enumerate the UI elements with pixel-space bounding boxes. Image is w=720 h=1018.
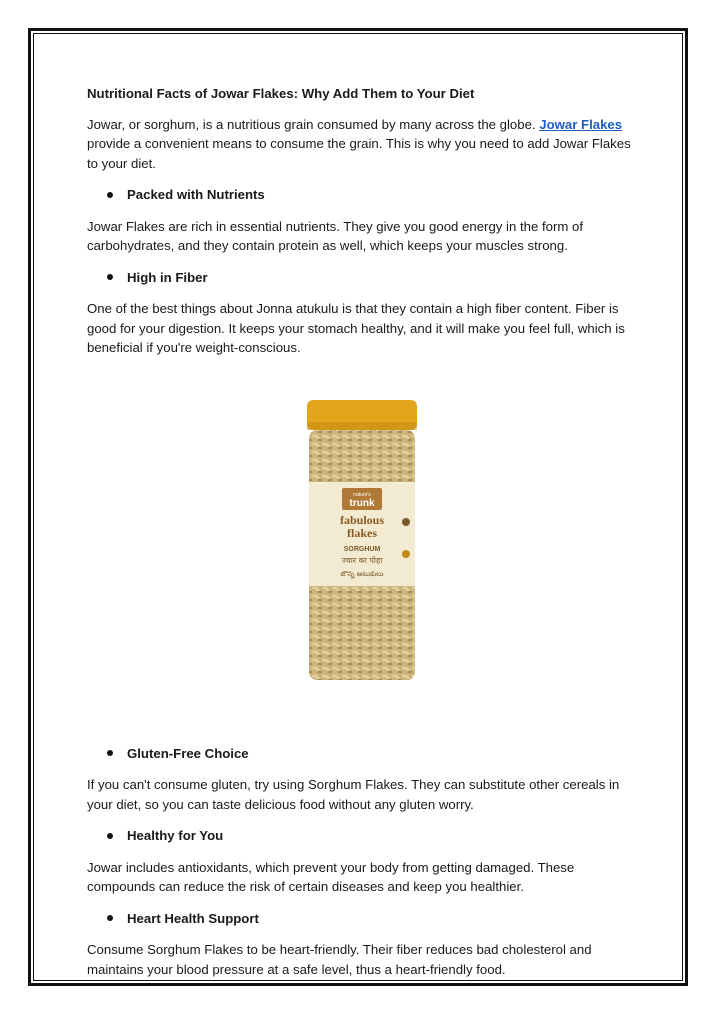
brand-text: trunk — [349, 497, 375, 509]
product-line2: flakes — [347, 525, 377, 540]
bullet-high-in-fiber — [87, 268, 637, 288]
intro-paragraph — [87, 115, 637, 174]
section-body-gluten: If you can't consume gluten, try using Sorghum Flakes. They can substitute other cereals in your diet, so you can taste delicious food without any gluten worry. — [87, 777, 620, 812]
intro-text-pre: Jowar, or sorghum, is a nutritious grain consumed by many across the globe. — [87, 116, 540, 132]
intro-text-post: provide a convenient means to consume the grain. This is why you need to add Jowar Flakes to your diet. — [87, 136, 631, 171]
bullet-heading: Gluten-Free Choice — [127, 745, 249, 761]
bullet-healthy-for-you — [87, 826, 637, 846]
section-body-nutrients: Jowar Flakes are rich in essential nutrients. They give you good energy in the form of carbohydrates, and they contain protein as well, which keeps your muscles strong. — [87, 218, 584, 253]
bullet-heading: Healthy for You — [127, 828, 224, 843]
article-title: Nutritional Facts of Jowar Flakes: Why Add Them to Your Diet — [87, 86, 475, 101]
bullet-dot-icon — [107, 750, 113, 756]
jowar-flakes-jar-image — [302, 394, 422, 694]
label-side-icon — [402, 518, 410, 526]
bullet-packed-with-nutrients — [87, 185, 637, 205]
product-line1: fabulous — [339, 512, 385, 527]
jowar-flakes-link[interactable]: Jowar Flakes — [539, 116, 623, 132]
lid-shadow — [307, 422, 417, 430]
bullet-heading: Packed with Nutrients — [127, 187, 265, 202]
section-body-heart: Consume Sorghum Flakes to be heart-friendly. Their fiber reduces bad cholesterol and maintains your blood pressure at a safe level, thus a heart-friendly food. — [87, 942, 592, 977]
bullet-dot-icon — [107, 274, 113, 280]
section-body-healthy: Jowar includes antioxidants, which prevent your body from getting damaged. These compounds can reduce the risk of certain diseases and keep you healthier. — [87, 859, 575, 894]
section-body-fiber: One of the best things about Jonna atukulu is that they contain a high fiber content. Fiber is good for your digestion. It keeps your stomach healthy, and it will make you feel full, which is beneficial if you're weight-conscious. — [87, 301, 625, 355]
bullet-gluten-free-choice — [87, 744, 637, 764]
brand-small-text: nature's — [353, 491, 371, 498]
product-image — [87, 394, 637, 694]
bullet-dot-icon — [107, 915, 113, 921]
bullet-heart-health-support — [87, 909, 637, 929]
bullet-heading: Heart Health Support — [127, 910, 259, 926]
variant-text: SORGHUM — [343, 545, 381, 553]
label-side-icon — [402, 550, 410, 558]
bullet-heading: High in Fiber — [127, 269, 208, 285]
bullet-dot-icon — [107, 833, 113, 839]
bullet-dot-icon — [107, 192, 113, 198]
telugu-text: జొన్న అటుకులు — [340, 569, 384, 578]
article — [87, 84, 637, 991]
hindi-text: ज्वार का पोहा — [341, 555, 383, 565]
